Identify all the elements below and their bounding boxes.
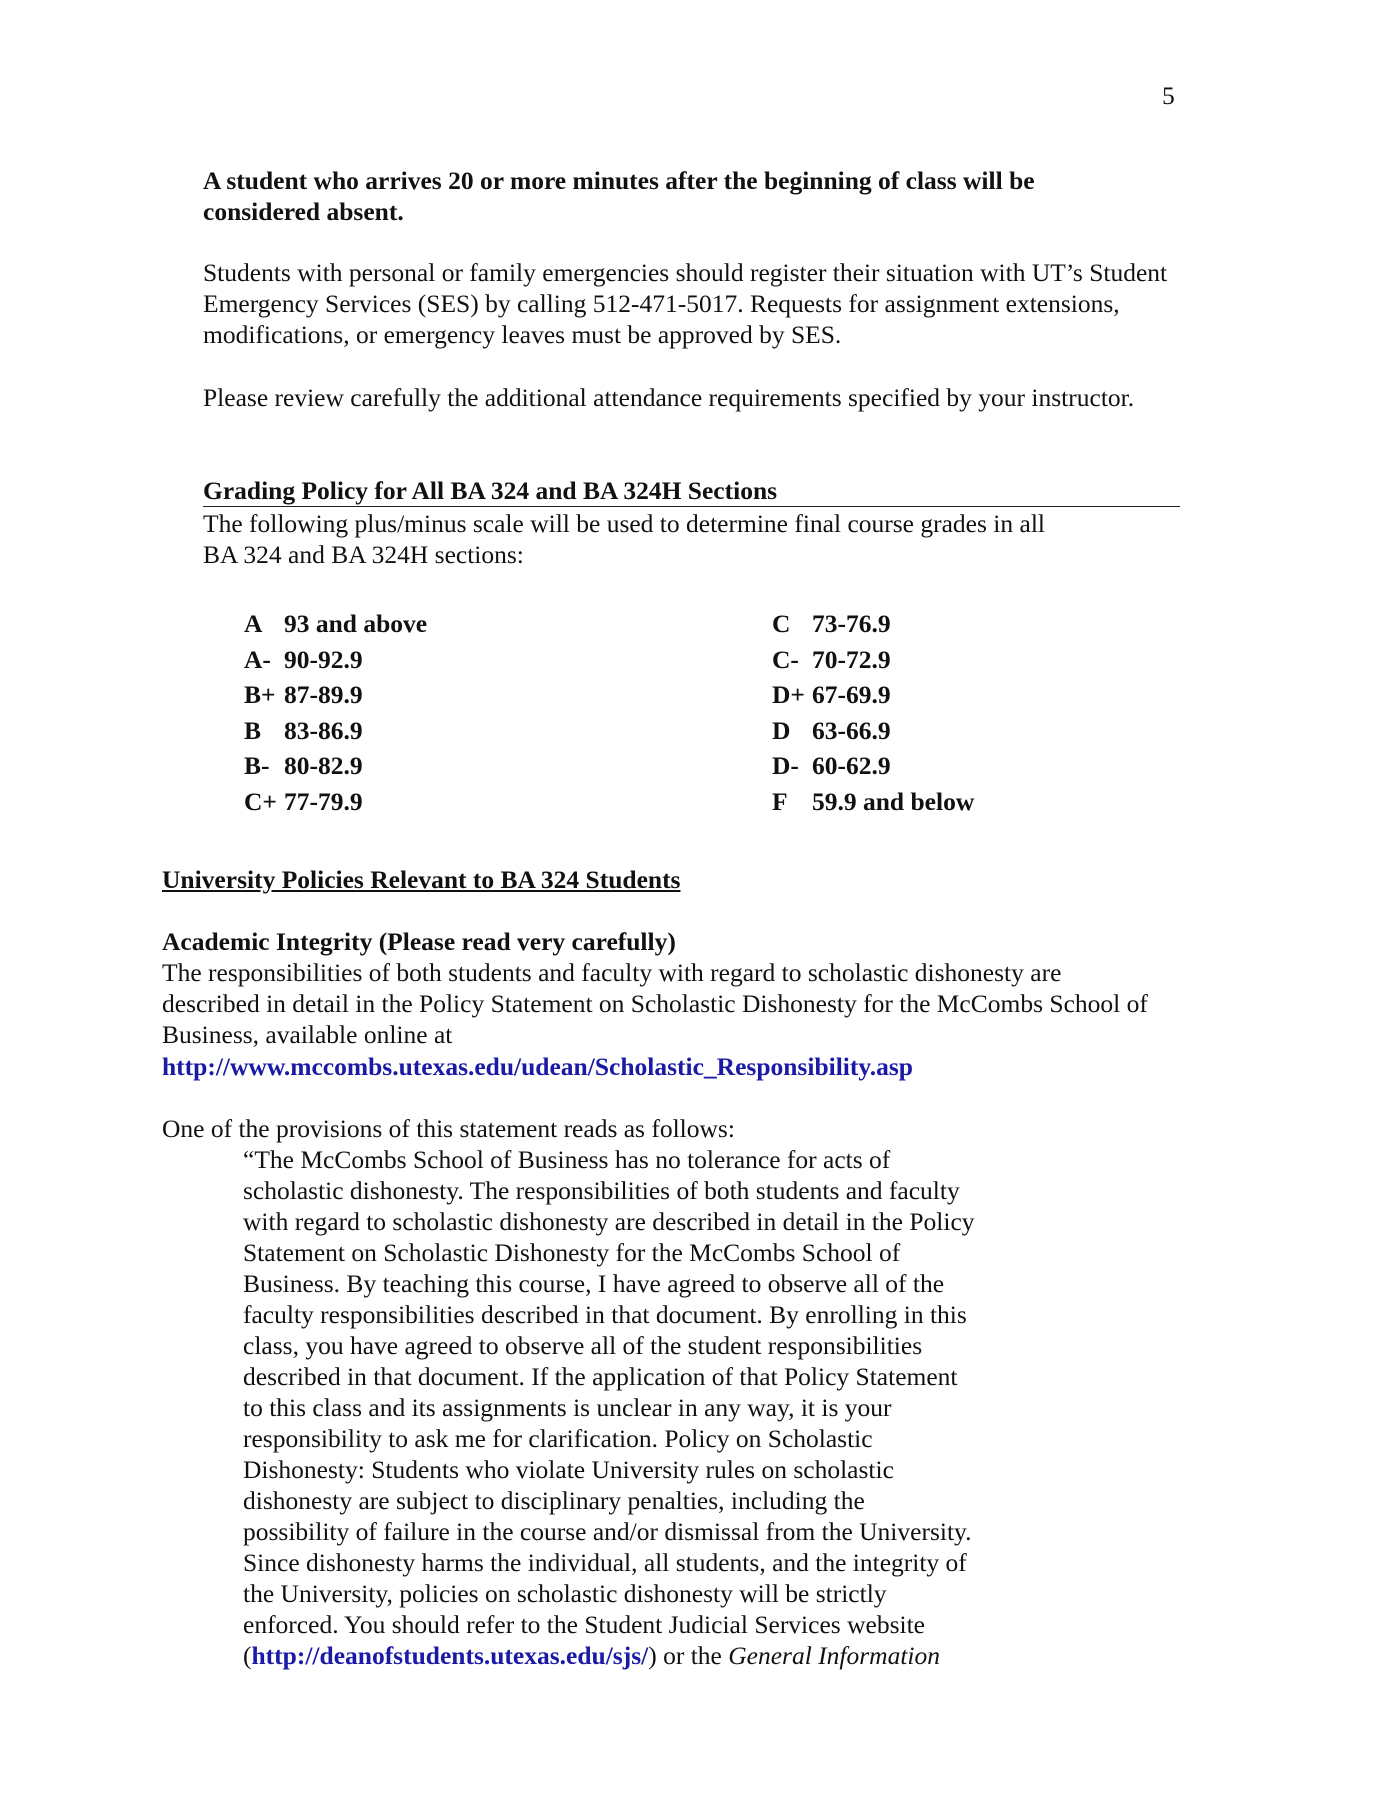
quote-line: Dishonesty: Students who violate University rules on scholastic <box>243 1455 894 1484</box>
grade-row <box>244 606 664 642</box>
grade-range: 90-92.9 <box>284 644 363 674</box>
scholastic-responsibility-link[interactable]: http://www.mccombs.utexas.edu/udean/Scholastic_Responsibility.asp <box>162 1052 913 1081</box>
grade-letter: B+ <box>244 680 276 709</box>
grade-letter: B <box>244 715 262 745</box>
quote-last-line <box>243 1640 1033 1671</box>
grading-intro-line: The following plus/minus scale will be used to determine final course grades in all <box>203 509 1045 538</box>
grade-range: 93 and above <box>284 609 428 638</box>
paragraph-line: Business, available online at <box>162 1020 453 1049</box>
grade-range: 87-89.9 <box>284 680 363 709</box>
quote-line: possibility of failure in the course and/or dismissal from the University. <box>243 1517 972 1546</box>
grade-row <box>244 713 664 749</box>
grade-row <box>772 606 1192 642</box>
grade-row <box>772 713 1192 749</box>
quote-line: with regard to scholastic dishonesty are described in detail in the Policy <box>243 1207 975 1236</box>
grade-range: 63-66.9 <box>812 715 891 745</box>
grade-row <box>772 677 1192 713</box>
quote-line: class, you have agreed to observe all of the student responsibilities <box>243 1331 923 1360</box>
policy-quote <box>243 1144 1033 1671</box>
quote-line: dishonesty are subject to disciplinary penalties, including the <box>243 1486 865 1515</box>
grade-letter: A- <box>244 644 271 674</box>
grade-row <box>244 784 664 820</box>
grading-intro-line: BA 324 and BA 324H sections: <box>203 540 524 569</box>
quote-text: ) or the <box>648 1641 729 1670</box>
grade-range: 70-72.9 <box>812 644 891 674</box>
grade-row <box>244 642 664 678</box>
grade-row <box>244 677 664 713</box>
grade-letter: A <box>244 609 263 638</box>
paragraph-line: The responsibilities of both students and faculty with regard to scholastic dishonesty are <box>162 958 1062 987</box>
page-number: 5 <box>1162 81 1175 110</box>
sjs-website-link[interactable]: http://deanofstudents.utexas.edu/sjs/ <box>251 1641 649 1670</box>
grade-letter: C+ <box>244 786 277 816</box>
open-paren: ( <box>243 1641 252 1670</box>
grade-row <box>772 748 1192 784</box>
quote-line: described in that document. If the application of that Policy Statement <box>243 1362 958 1391</box>
grade-letter: C- <box>772 644 799 674</box>
grade-range: 77-79.9 <box>284 786 363 816</box>
quote-line: enforced. You should refer to the Student Judicial Services website <box>243 1610 925 1639</box>
quote-line: Statement on Scholastic Dishonesty for the McCombs School of <box>243 1238 901 1267</box>
grade-range: 60-62.9 <box>812 751 891 780</box>
grade-range: 59.9 and below <box>812 786 975 816</box>
grade-row <box>244 748 664 784</box>
grade-letter: D+ <box>772 680 805 709</box>
grade-range: 80-82.9 <box>284 751 363 780</box>
grade-letter: B- <box>244 751 270 780</box>
quote-line: the University, policies on scholastic dishonesty will be strictly <box>243 1579 887 1608</box>
absence-rule-paragraph: A student who arrives 20 or more minutes after the beginning of class will be considered absent. <box>203 166 1035 226</box>
grade-scale-left-column <box>244 606 664 819</box>
general-information-title: General Information <box>728 1641 941 1670</box>
quote-line: responsibility to ask me for clarification. Policy on Scholastic <box>243 1424 873 1453</box>
grade-row <box>772 784 1192 820</box>
ses-paragraph: Students with personal or family emergencies should register their situation with UT’s Student Emergency Services (SES) by calling 512-471-5017. Requests for assignment extensions, modifications, or emergency leaves must be approved by SES. <box>203 258 1168 349</box>
grade-letter: C <box>772 609 791 638</box>
grade-range: 67-69.9 <box>812 680 891 709</box>
academic-integrity-heading: Academic Integrity (Please read very carefully) <box>162 927 676 956</box>
quote-line: Business. By teaching this course, I have agreed to observe all of the <box>243 1269 945 1298</box>
grade-letter: D- <box>772 751 799 780</box>
attendance-review-paragraph: Please review carefully the additional attendance requirements specified by your instructor. <box>203 383 1135 412</box>
paragraph-line: described in detail in the Policy Statement on Scholastic Dishonesty for the McCombs School of <box>162 989 1148 1018</box>
grading-intro <box>203 508 1163 570</box>
quote-line: faculty responsibilities described in that document. By enrolling in this <box>243 1300 967 1329</box>
grade-letter: D <box>772 715 791 745</box>
grading-policy-heading: Grading Policy for All BA 324 and BA 324H Sections <box>203 475 1180 507</box>
provisions-intro: One of the provisions of this statement reads as follows: <box>162 1114 735 1143</box>
grade-scale-right-column <box>772 606 1192 819</box>
academic-integrity-paragraph <box>162 957 1242 1050</box>
grade-range: 83-86.9 <box>284 715 363 745</box>
grade-range: 73-76.9 <box>812 609 891 638</box>
quote-line: Since dishonesty harms the individual, all students, and the integrity of <box>243 1548 967 1577</box>
quote-line: scholastic dishonesty. The responsibilities of both students and faculty <box>243 1176 960 1205</box>
university-policies-heading: University Policies Relevant to BA 324 Students <box>162 865 681 894</box>
grade-row <box>772 642 1192 678</box>
quote-line: to this class and its assignments is unclear in any way, it is your <box>243 1393 892 1422</box>
grade-letter: F <box>772 786 788 816</box>
quote-line: “The McCombs School of Business has no tolerance for acts of <box>243 1145 891 1174</box>
